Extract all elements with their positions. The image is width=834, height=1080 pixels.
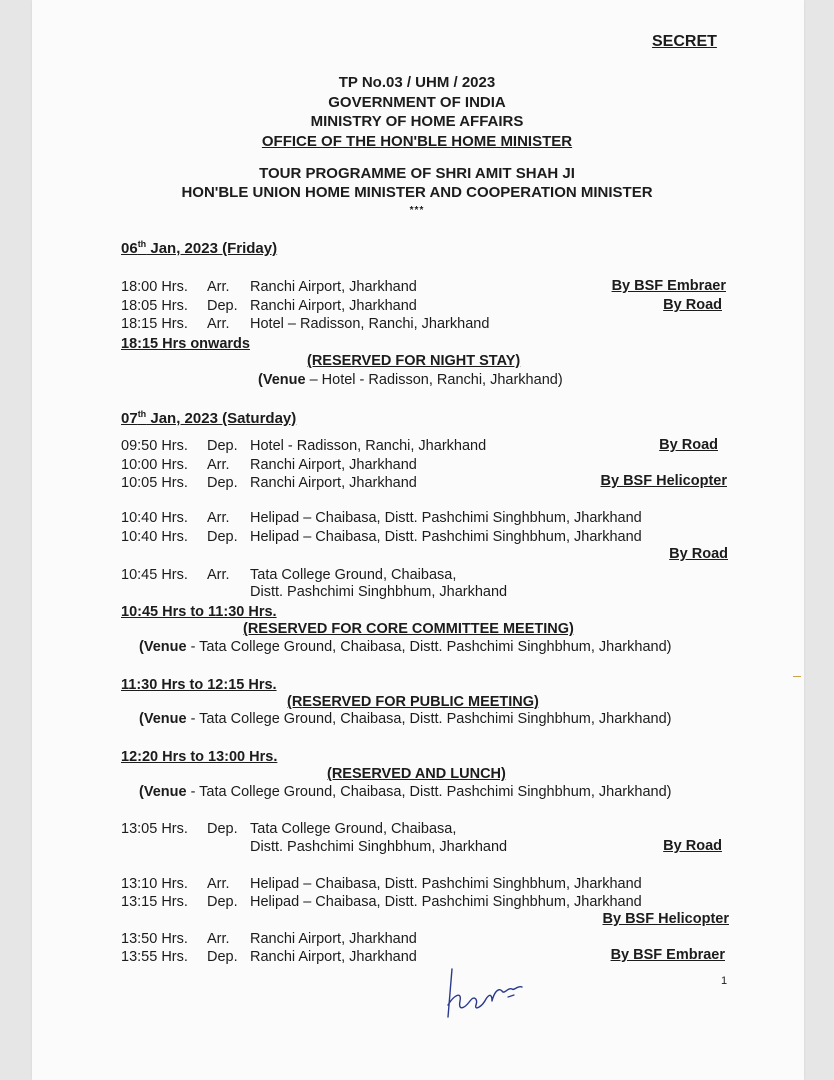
venue-line: (Venue - Tata College Ground, Chaibasa, Distt. Pashchimi Singhbhum, Jharkhand)	[139, 784, 672, 800]
travel-mode: By BSF Helicopter	[600, 473, 727, 489]
time-slot: 10:45 Hrs to 11:30 Hrs.	[121, 604, 277, 620]
handwritten-signature	[438, 965, 528, 1030]
venue-line: (Venue – Hotel - Radisson, Ranchi, Jharkhand)	[258, 372, 563, 388]
venue-line: (Venue - Tata College Ground, Chaibasa, Distt. Pashchimi Singhbhum, Jharkhand)	[139, 639, 672, 655]
reserved-label: (RESERVED FOR CORE COMMITTEE MEETING)	[243, 621, 574, 637]
separator-stars: ***	[409, 205, 425, 216]
margin-mark	[793, 676, 801, 677]
travel-mode: By BSF Embraer	[611, 278, 726, 294]
tour-subtitle: HON'BLE UNION HOME MINISTER AND COOPERATION MINISTER	[181, 184, 653, 201]
government-heading: GOVERNMENT OF INDIA	[328, 94, 506, 111]
time-slot: 11:30 Hrs to 12:15 Hrs.	[121, 677, 277, 693]
day2-date: 07th Jan, 2023 (Saturday)	[121, 409, 297, 427]
classification-label: SECRET	[652, 33, 717, 50]
tour-title: TOUR PROGRAMME OF SHRI AMIT SHAH JI	[259, 165, 575, 182]
travel-mode: By BSF Helicopter	[602, 911, 729, 927]
travel-mode: By Road	[669, 546, 728, 562]
page-number: 1	[721, 975, 728, 987]
time-slot: 12:20 Hrs to 13:00 Hrs.	[121, 749, 278, 765]
reserved-label: (RESERVED FOR PUBLIC MEETING)	[287, 694, 539, 710]
venue-line: (Venue - Tata College Ground, Chaibasa, Distt. Pashchimi Singhbhum, Jharkhand)	[139, 711, 672, 727]
tp-reference: TP No.03 / UHM / 2023	[338, 74, 496, 91]
travel-mode: By BSF Embraer	[610, 947, 725, 963]
travel-mode: By Road	[663, 297, 722, 313]
reserved-label: (RESERVED FOR NIGHT STAY)	[307, 353, 521, 369]
travel-mode: By Road	[659, 437, 718, 453]
time-slot: 18:15 Hrs onwards	[121, 336, 250, 352]
office-heading: OFFICE OF THE HON'BLE HOME MINISTER	[261, 133, 573, 150]
ministry-heading: MINISTRY OF HOME AFFAIRS	[310, 113, 524, 130]
travel-mode: By Road	[663, 838, 722, 854]
reserved-label: (RESERVED AND LUNCH)	[327, 766, 506, 782]
day1-date: 06th Jan, 2023 (Friday)	[121, 239, 278, 257]
